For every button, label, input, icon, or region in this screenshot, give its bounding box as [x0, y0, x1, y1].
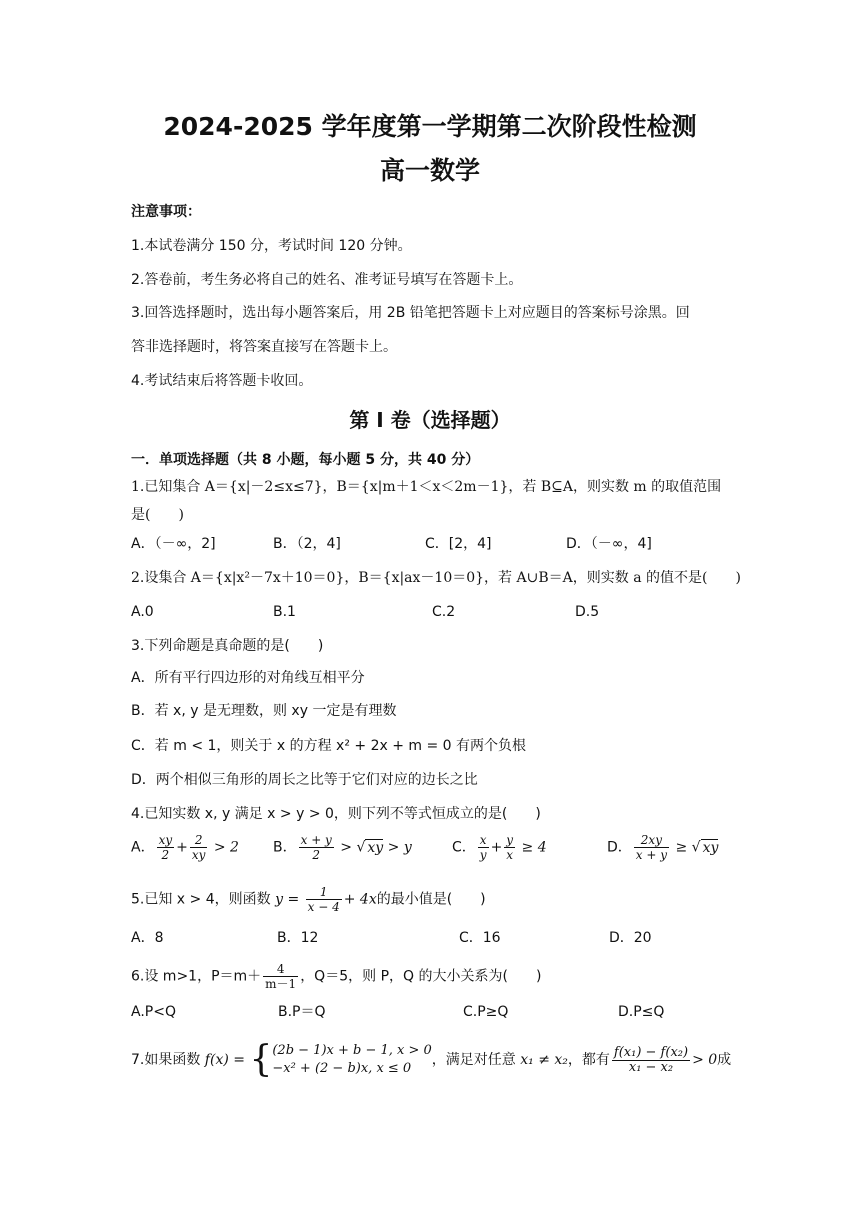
- option-label: D．: [607, 839, 632, 856]
- question-5-option-c: C．16: [459, 930, 501, 946]
- question-5-option-b: B．12: [277, 930, 319, 946]
- question-1-stem: 1.已知集合 A＝{x|－2≤x≤7}，B＝{x|m＋1＜x＜2m－1}，若 B⊆A，则实数 m 的取值范围: [131, 479, 722, 495]
- question-4-option-a: A． $\frac{xy}{2}$ + $\frac{2}{xy}$ > 2: [131, 833, 239, 862]
- question-3-stem: 3.下列命题是真命题的是( ): [131, 638, 324, 654]
- option-label: B．: [273, 839, 297, 856]
- question-1-stem-cont: 是( ): [131, 507, 184, 523]
- note-item: 1.本试卷满分 150 分，考试时间 120 分钟。: [131, 238, 412, 254]
- question-1-option-b: B．（2，4]: [273, 536, 341, 552]
- section-title: 第 I 卷（选择题）: [349, 408, 511, 432]
- note-item: 4.考试结束后将答题卡收回。: [131, 373, 313, 389]
- question-5-option-d: D．20: [609, 930, 652, 946]
- question-6-option-c: C.P≥Q: [463, 1004, 509, 1020]
- question-1-option-a: A．（－∞，2]: [131, 536, 216, 552]
- part-heading: 一．单项选择题（共 8 小题，每小题 5 分，共 40 分）: [131, 452, 480, 468]
- option-label: A．: [131, 839, 155, 856]
- option-label: C．: [452, 839, 476, 856]
- notes-heading: 注意事项：: [131, 204, 201, 220]
- question-6-option-a: A.P<Q: [131, 1004, 176, 1020]
- question-2-option-d: D.5: [575, 604, 600, 620]
- question-3-option-c: C．若 m < 1，则关于 x 的方程 x² + 2x + m = 0 有两个负根: [131, 738, 527, 754]
- question-3-option-d: D．两个相似三角形的周长之比等于它们对应的边长之比: [131, 772, 478, 788]
- question-1-option-d: D．（－∞，4]: [566, 536, 652, 552]
- question-5-option-a: A．8: [131, 930, 164, 946]
- question-2-option-b: B.1: [273, 604, 296, 620]
- question-4-stem: 4.已知实数 x, y 满足 x > y > 0，则下列不等式恒成立的是( ): [131, 806, 541, 822]
- question-1-option-c: C．[2，4]: [425, 536, 492, 552]
- question-2-option-a: A.0: [131, 604, 154, 620]
- question-6-stem: 6.设 m>1，P＝m＋ $\frac{4}{m-1}$ ，Q＝5，则 P，Q 的大小关系为( ): [131, 962, 542, 991]
- note-item: 2.答卷前，考生务必将自己的姓名、准考证号填写在答题卡上。: [131, 272, 523, 288]
- question-6-option-b: B.P＝Q: [278, 1004, 326, 1020]
- question-4-option-d: D． $\frac{2xy}{x + y}$ ≥ √ xy: [607, 833, 719, 862]
- question-2-option-c: C.2: [432, 604, 456, 620]
- exam-title: 2024-2025 学年度第一学期第二次阶段性检测: [163, 112, 697, 141]
- question-6-option-d: D.P≤Q: [618, 1004, 665, 1020]
- question-5-stem: 5.已知 x > 4，则函数 y = $\frac{1}{x - 4}$ + 4x的最小值是( ): [131, 885, 486, 914]
- note-item: 3.回答选择题时，选出每小题答案后，用 2B 铅笔把答题卡上对应题目的答案标号涂黑。回: [131, 305, 690, 321]
- question-3-option-b: B．若 x, y 是无理数，则 xy 一定是有理数: [131, 703, 397, 719]
- exam-subject: 高一数学: [379, 156, 480, 185]
- question-4-option-b: B． $\frac{x + y}{2}$ > √ xy > y: [273, 833, 412, 862]
- question-3-option-a: A．所有平行四边形的对角线互相平分: [131, 670, 365, 686]
- note-item: 答非选择题时，将答案直接写在答题卡上。: [131, 339, 397, 355]
- question-7-stem: 7.如果函数 f(x) = { (2b − 1)x + b − 1, x > 0 −x² + (2 − b)x, x ≤ 0 ，满足对任意 x₁ ≠ x₂，都有 $\frac{\text{f(x₁) − f(x₂)}}{\text{x₁ − x₂}}$ > 0成: [131, 1039, 732, 1080]
- question-2-stem: 2.设集合 A＝{x|x²－7x＋10＝0}，B＝{x|ax－10＝0}，若 A∪B＝A，则实数 a 的值不是( ): [131, 570, 741, 586]
- question-4-option-c: C． $\frac{x}{y}$ + $\frac{y}{x}$ ≥ 4: [452, 833, 547, 862]
